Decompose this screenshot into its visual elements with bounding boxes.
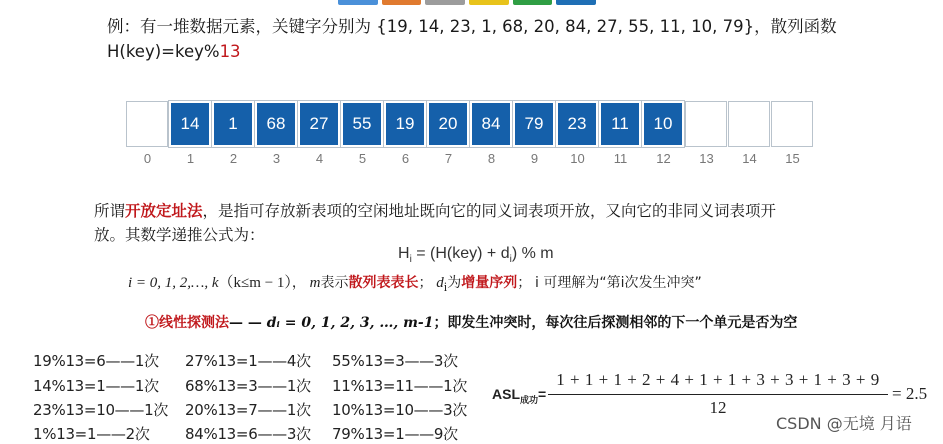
d-desc: 为 <box>447 275 462 291</box>
hash-modulus: 13 <box>219 42 241 61</box>
hash-cell: 84 <box>470 101 512 147</box>
d-red: 增量序列 <box>461 275 518 291</box>
hash-function-prefix: H(key)=key% <box>107 42 220 61</box>
probe-num: ① <box>145 315 159 331</box>
hash-cell: 27 <box>298 101 340 147</box>
hash-cell <box>728 101 770 147</box>
probe-count-entry: 10%13=10——3次 <box>332 401 468 419</box>
asl-numerator: 1 + 1 + 1 + 2 + 4 + 1 + 1 + 3 + 3 + 1 + 3 + 9 <box>556 370 880 389</box>
i-note: i 可理解为“第i次发生冲突” <box>535 275 702 291</box>
csdn-watermark: CSDN @无境 月语 <box>776 414 912 433</box>
hash-index: 5 <box>358 151 367 166</box>
probe-count-entry: 11%13=11——1次 <box>332 377 468 395</box>
probe-count-entry: 20%13=7——1次 <box>185 401 311 419</box>
linear-probing-line <box>145 312 797 332</box>
recurrence-formula <box>398 245 554 265</box>
hash-cell <box>771 101 813 147</box>
hash-cell: 79 <box>513 101 555 147</box>
k-condition: （k≤m − 1） <box>218 275 292 291</box>
hash-index: 12 <box>656 151 671 166</box>
hash-index: 9 <box>530 151 539 166</box>
open-addressing-definition <box>94 199 864 247</box>
probe-count-entry: 79%13=1——9次 <box>332 425 458 443</box>
hash-index: 8 <box>487 151 496 166</box>
asl-eq: = <box>538 386 547 402</box>
asl-label <box>492 386 546 406</box>
def-part2: ，是指可存放新表项的空闲地址既向它的同义词表项开放，又向它的非同义词表项开 <box>202 202 777 220</box>
probe-count-entry: 55%13=3——3次 <box>332 352 458 370</box>
formula-h: H <box>398 245 410 262</box>
probe-dash: — — <box>229 315 267 331</box>
probe-term: 线性探测法 <box>159 315 229 331</box>
variable-explanation <box>128 271 702 295</box>
hash-cell: 19 <box>384 101 426 147</box>
hash-cell: 14 <box>169 101 211 147</box>
hash-index: 13 <box>699 151 714 166</box>
hash-table-indices <box>126 151 814 166</box>
formula-sub: i <box>409 254 412 266</box>
probe-count-entry: 68%13=3——1次 <box>185 377 311 395</box>
formula-sub2: i <box>509 254 512 266</box>
strip-segment <box>469 0 509 5</box>
d-sub: i <box>443 280 448 294</box>
probe-count-entry: 84%13=6——3次 <box>185 425 311 443</box>
hash-cell: 11 <box>599 101 641 147</box>
probe-seq: dᵢ = 0, 1, 2, 3, …, m-1 <box>266 315 434 331</box>
asl-text: ASL <box>492 386 520 402</box>
strip-segment <box>513 0 553 5</box>
m-red: 散列表表长 <box>348 275 419 291</box>
m-desc: 表示 <box>320 275 349 291</box>
hash-index: 10 <box>570 151 585 166</box>
hash-index: 1 <box>186 151 195 166</box>
strip-segment <box>338 0 378 5</box>
hash-index: 2 <box>229 151 238 166</box>
sep: ； <box>418 275 433 291</box>
hash-index: 7 <box>444 151 453 166</box>
d-var: d <box>436 275 444 291</box>
hash-cell: 1 <box>212 101 254 147</box>
probe-count-entry: 1%13=1——2次 <box>33 425 150 443</box>
m-var: m <box>309 275 321 291</box>
hash-cell <box>126 101 168 147</box>
probe-count-entry: 27%13=1——4次 <box>185 352 311 370</box>
def-part1: 所谓 <box>94 202 126 220</box>
hash-cell: 55 <box>341 101 383 147</box>
strip-segment <box>556 0 596 5</box>
hash-cell: 20 <box>427 101 469 147</box>
asl-sub: 成功 <box>520 394 539 405</box>
asl-denominator: 12 <box>709 398 727 417</box>
def-line2: 放。其数学递推公式为： <box>94 226 265 244</box>
hash-cell: 10 <box>642 101 684 147</box>
sep: ， <box>291 275 306 291</box>
formula-end: ) % m <box>511 245 554 262</box>
hash-table <box>126 101 814 147</box>
hash-index: 4 <box>315 151 324 166</box>
probe-count-entry: 19%13=6——1次 <box>33 352 159 370</box>
sep: ； <box>517 275 532 291</box>
formula-mid: = (H(key) + d <box>411 245 510 262</box>
hash-index: 15 <box>785 151 800 166</box>
def-term: 开放定址法 <box>125 202 203 220</box>
probe-desc: ；即发生冲突时，每次往后探测相邻的下一个单元是否为空 <box>433 315 798 331</box>
hash-cell: 68 <box>255 101 297 147</box>
hash-index: 14 <box>742 151 757 166</box>
probe-count-entry: 23%13=10——1次 <box>33 401 169 419</box>
probe-count-entry: 14%13=1——1次 <box>33 377 159 395</box>
example-intro <box>107 14 837 64</box>
strip-segment <box>382 0 422 5</box>
intro-line-1: 例：有一堆数据元素，关键字分别为 {19, 14, 23, 1, 68, 20, 84, 27, 55, 11, 10, 79}，散列函数 <box>107 17 837 36</box>
hash-index: 3 <box>272 151 281 166</box>
hash-cell <box>685 101 727 147</box>
fraction-line <box>548 394 888 395</box>
intro-line-2 <box>107 39 837 64</box>
hash-index: 0 <box>143 151 152 166</box>
hash-index: 11 <box>613 151 628 166</box>
strip-segment <box>425 0 465 5</box>
hash-cell: 23 <box>556 101 598 147</box>
asl-result: = 2.5 <box>892 384 928 403</box>
hash-index: 6 <box>401 151 410 166</box>
top-color-strip <box>338 0 596 5</box>
i-range: i = 0, 1, 2,…, k <box>128 275 219 291</box>
